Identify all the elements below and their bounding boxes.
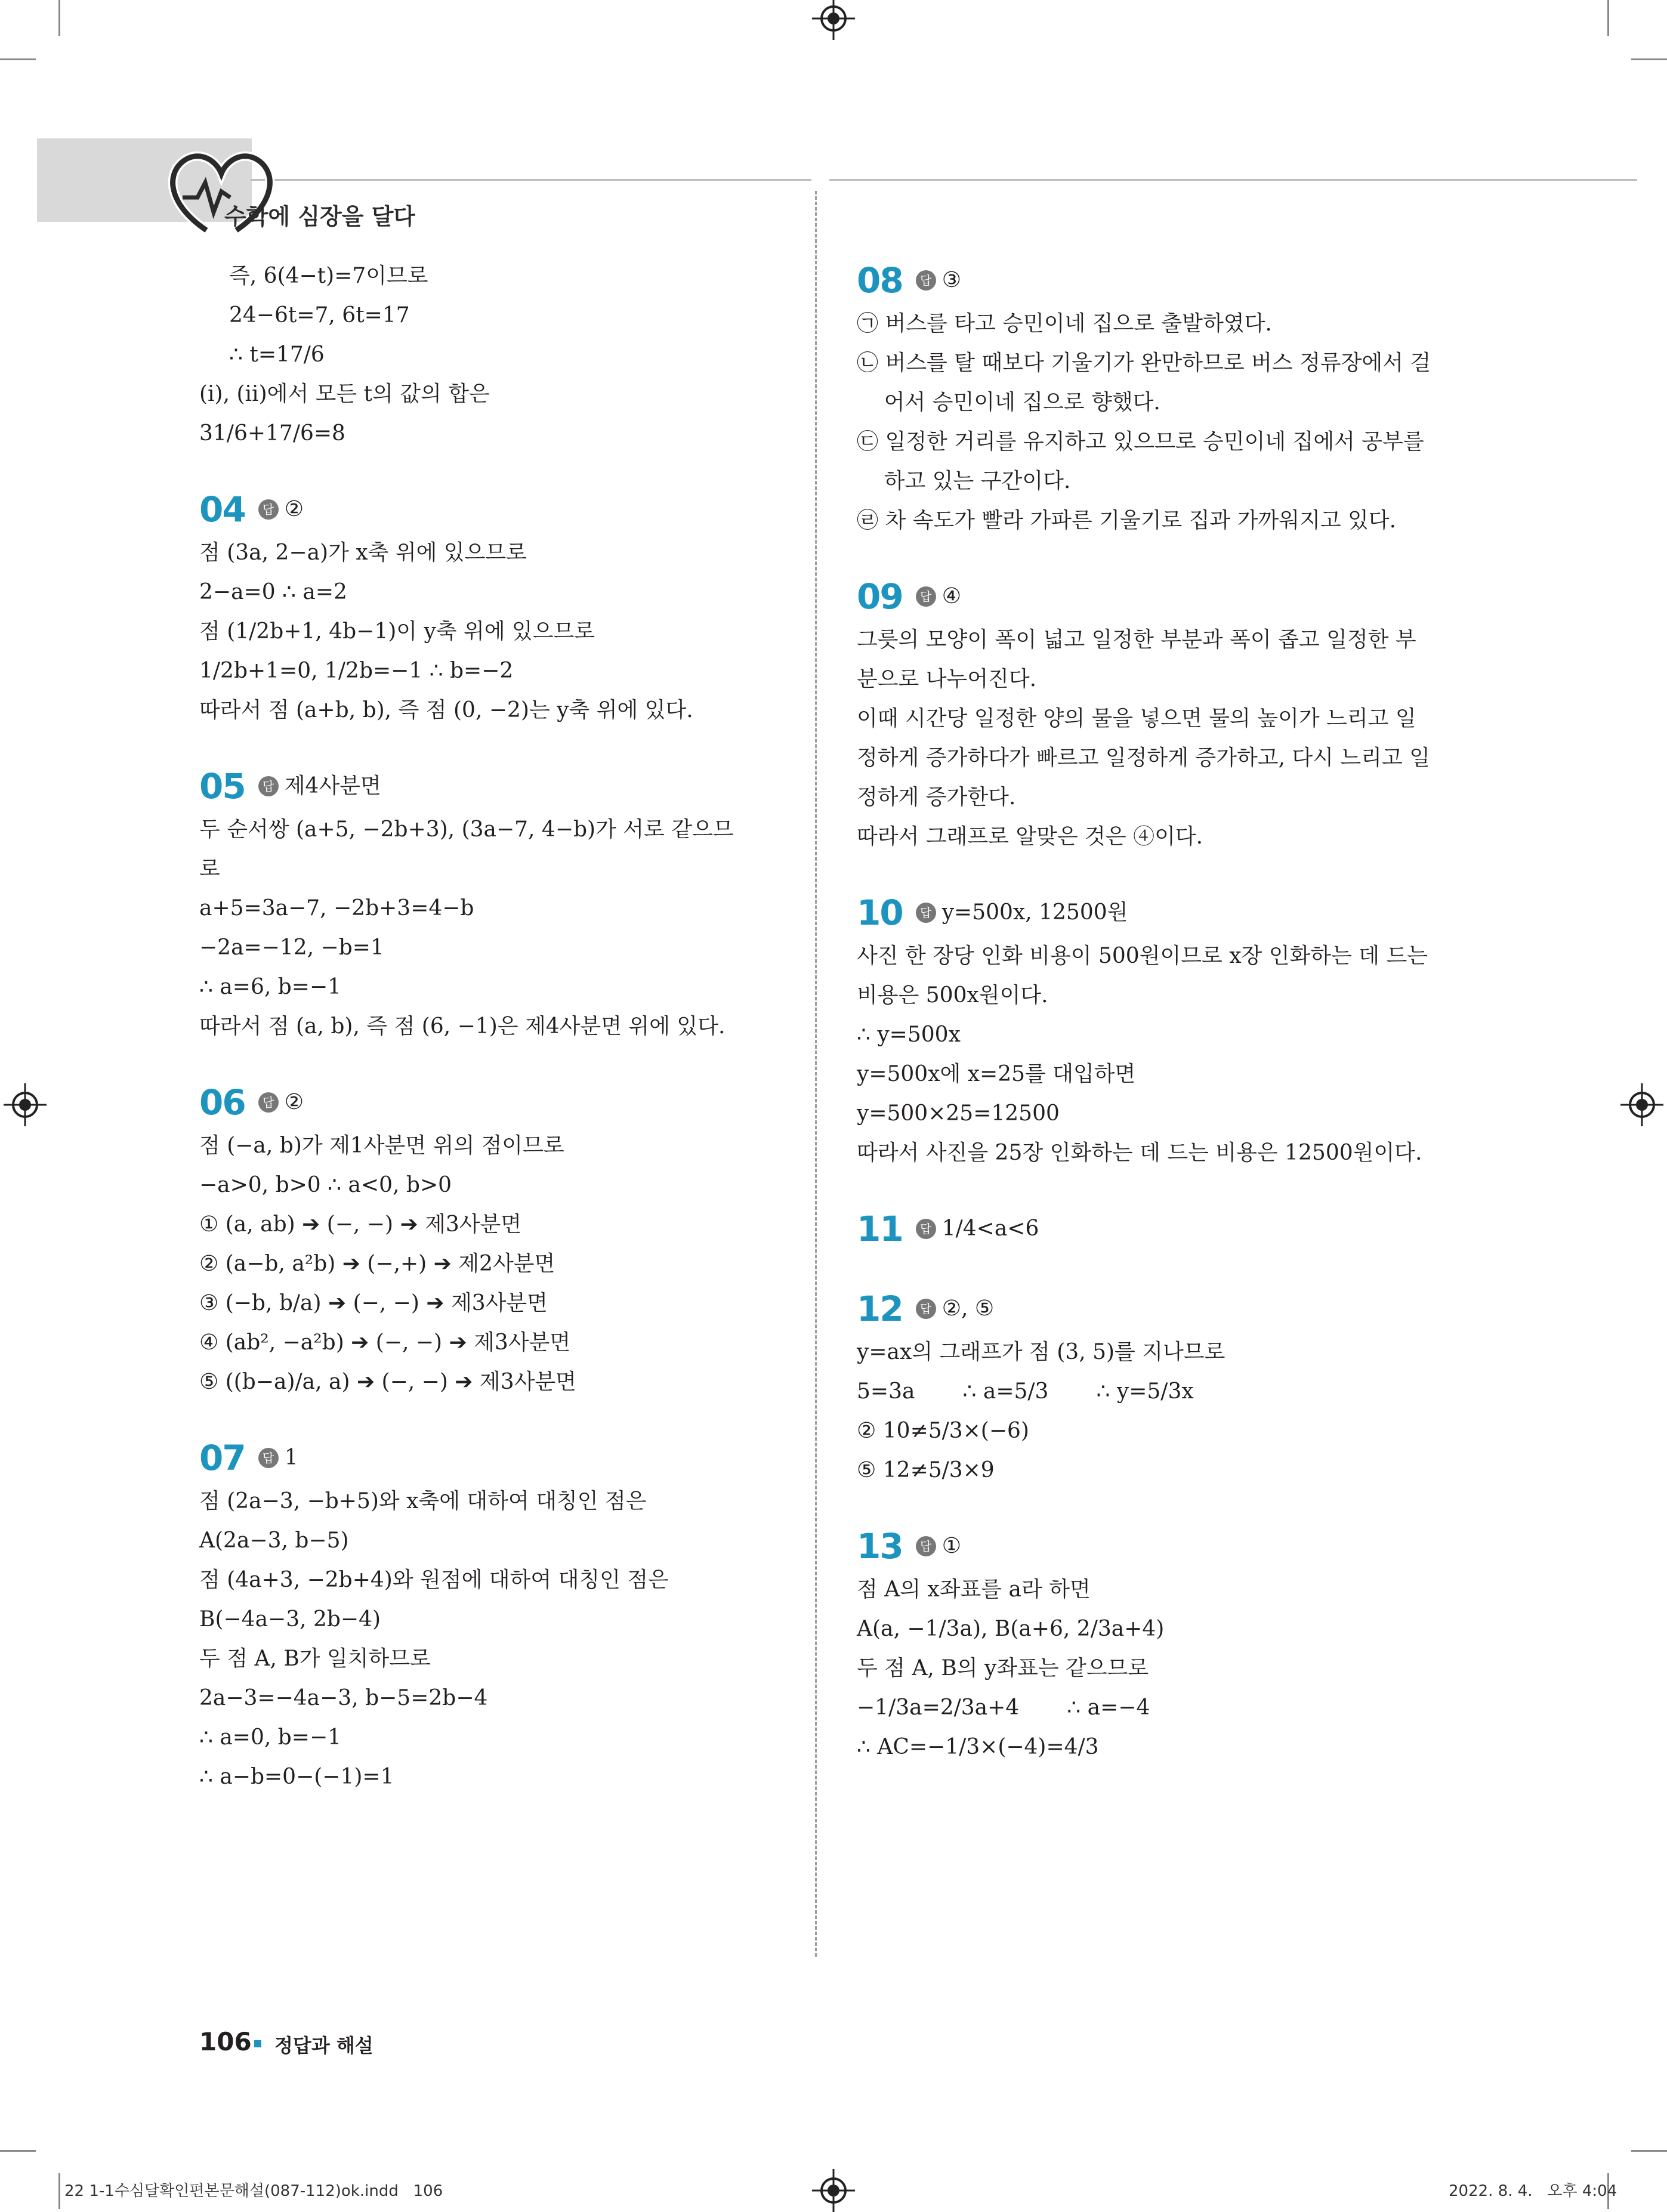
footer-title: 정답과 해설 [274,2034,373,2057]
problem-number: 05 [199,766,245,807]
text-line: −a>0, b>0 ∴ a<0, b>0 [199,1173,452,1197]
problem-number: 04 [199,489,245,530]
answer-text: 1 [284,1445,298,1470]
text-line: ② (a−b, a²b) ➔ (−,+) ➔ 제2사분면 [199,1252,555,1276]
text-line: ㉡ 버스를 탈 때보다 기울기가 완만하므로 버스 정류장에서 걸 [857,351,1431,375]
text-line: ⑤ ((b−a)/a, a) ➔ (−, −) ➔ 제3사분면 [199,1370,576,1394]
problem-header [199,1434,790,1482]
text-line: 5=3a ∴ a=5/3 ∴ y=5/3x [857,1379,1194,1404]
footer-bullet [254,2040,261,2047]
problem-number: 10 [857,892,903,933]
text-line: 점 (4a+3, −2b+4)와 원점에 대하여 대칭인 점은 [199,1568,669,1592]
text-line: 로 [199,857,220,881]
problem-number: 12 [857,1289,903,1329]
text-line: ㉣ 차 속도가 빨라 가파른 기울기로 집과 가까워지고 있다. [857,508,1397,533]
answer-badge: 답 [258,1448,279,1468]
svg-text:수학에 심장을 달다: 수학에 심장을 달다 [224,203,415,230]
text-line: ① (a, ab) ➔ (−, −) ➔ 제3사분면 [199,1212,522,1237]
registration-mark-icon [820,2177,847,2204]
right-column [857,257,1453,1767]
text-line: 정하게 증가하다가 빠르고 일정하게 증가하고, 다시 느리고 일 [857,746,1430,770]
text-line: ⑤ 12≠5/3×9 [857,1458,995,1482]
problem-header [857,889,1453,937]
problem-number: 08 [857,260,903,301]
answer-badge: 답 [916,1299,936,1319]
header-rule [829,179,1637,181]
text-line: 1/2b+1=0, 1/2b=−1 ∴ b=−2 [199,659,514,683]
problem-number: 09 [857,576,903,617]
text-line: 따라서 그래프로 알맞은 것은 ④이다. [857,824,1203,849]
text-line: 점 (−a, b)가 제1사분면 위의 점이므로 [199,1133,564,1158]
text-line: 따라서 점 (a+b, b), 즉 점 (0, −2)는 y축 위에 있다. [199,698,693,722]
text-line: −1/3a=2/3a+4 ∴ a=−4 [857,1695,1150,1720]
answer-badge: 답 [916,1536,936,1556]
brand-logo [165,141,415,242]
text-line: B(−4a−3, 2b−4) [199,1607,381,1632]
text-line: ㉢ 일정한 거리를 유지하고 있으므로 승민이네 집에서 공부를 [857,430,1424,454]
text-line: A(2a−3, b−5) [199,1528,349,1553]
problem-header [857,1522,1453,1570]
crop-mark [0,58,36,60]
problem-number: 11 [857,1209,903,1249]
problem-header [857,257,1453,304]
slug-date: 2022. 8. 4. 오후 4:04 [1449,2182,1617,2200]
crop-mark [58,0,60,36]
intro-block [199,257,790,375]
text-line: ㉠ 버스를 타고 승민이네 집으로 출발하였다. [857,311,1272,336]
answer-text: 제4사분면 [284,774,381,798]
text-line: 두 점 A, B가 일치하므로 [199,1646,431,1671]
text-line: 분으로 나누어진다. [857,667,1037,691]
answer-text: ②, ⑤ [941,1296,995,1321]
answer-text: ② [284,497,304,521]
crop-mark [1607,0,1609,36]
answer-badge: 답 [916,1219,936,1239]
left-column [199,257,790,1797]
text-line: ④ (ab², −a²b) ➔ (−, −) ➔ 제3사분면 [199,1330,571,1355]
answer-badge: 답 [916,270,936,291]
text-line: 따라서 점 (a, b), 즉 점 (6, −1)은 제4사분면 위에 있다. [199,1014,726,1039]
text-line: 2−a=0 ∴ a=2 [199,580,347,604]
problem-number: 13 [857,1526,903,1567]
text-line: a+5=3a−7, −2b+3=4−b [199,896,474,920]
text-line: ∴ a=0, b=−1 [199,1725,342,1750]
text-line: 24−6t=7, 6t=17 [229,303,410,328]
answer-badge: 답 [258,1092,279,1113]
text-line: y=ax의 그래프가 점 (3, 5)를 지나므로 [857,1340,1225,1364]
text-line: (ⅰ), (ⅱ)에서 모든 t의 값의 합은 [199,382,490,406]
text-line: 두 점 A, B의 y좌표는 같으므로 [857,1656,1149,1680]
column-divider [815,191,817,1957]
text-line: 31/6+17/6=8 [199,421,345,446]
text-line: ② 10≠5/3×(−6) [857,1419,1029,1443]
text-line: 비용은 500x원이다. [857,983,1048,1008]
text-line: 따라서 사진을 25장 인화하는 데 드는 비용은 12500원이다. [857,1141,1422,1165]
text-line: ∴ y=500x [857,1022,961,1047]
text-line: A(a, −1/3a), B(a+6, 2/3a+4) [857,1617,1165,1641]
answer-badge: 답 [258,776,279,796]
text-line: 점 (2a−3, −b+5)와 x축에 대하여 대칭인 점은 [199,1489,647,1513]
text-line: 정하게 증가한다. [857,785,1016,810]
text-line: 사진 한 장당 인화 비용이 500원이므로 x장 인화하는 데 드는 [857,944,1428,968]
text-line: −2a=−12, −b=1 [199,935,384,960]
answer-text: y=500x, 12500원 [941,900,1128,925]
text-line: ∴ t=17/6 [229,342,325,367]
answer-text: ④ [941,584,961,608]
answer-badge: 답 [258,499,279,520]
answer-text: ③ [941,268,961,292]
answer-text: 1/4<a<6 [941,1216,1039,1241]
crop-mark [58,2173,60,2209]
text-line: 점 A의 x좌표를 a라 하면 [857,1577,1091,1602]
problem-header [857,1205,1453,1253]
problem-header [857,1285,1453,1333]
problem-header [199,486,790,533]
slug-file: 22 1-1수심달확인편본문해설(087-112)ok.indd 106 [64,2182,443,2200]
crop-mark [1631,58,1667,60]
answer-text: ① [941,1534,961,1558]
answer-text: ② [284,1090,304,1114]
text-line: 점 (1/2b+1, 4b−1)이 y축 위에 있으므로 [199,619,595,644]
problem-header [199,762,790,810]
text-line: 즉, 6(4−t)=7이므로 [229,264,428,288]
crop-mark [1631,2150,1667,2152]
answer-badge: 답 [916,903,936,923]
problem-number: 06 [199,1082,245,1123]
text-line: 이때 시간당 일정한 양의 물을 넣으면 물의 높이가 느리고 일 [857,706,1416,731]
problem-header [199,1079,790,1126]
problem-number: 07 [199,1438,245,1478]
text-line: ∴ a=6, b=−1 [199,975,342,999]
crop-mark [0,2150,36,2152]
registration-mark-icon [1629,1092,1655,1118]
text-line: ∴ AC=−1/3×(−4)=4/3 [857,1735,1099,1759]
text-line: 두 순서쌍 (a+5, −2b+3), (3a−7, 4−b)가 서로 같으므 [199,817,734,842]
text-line: 점 (3a, 2−a)가 x축 위에 있으므로 [199,540,527,565]
text-line: y=500x에 x=25를 대입하면 [857,1062,1136,1086]
page-number: 106 [199,2027,252,2056]
text-line: 하고 있는 구간이다. [857,469,1071,493]
registration-mark-icon [12,1092,38,1118]
registration-mark-icon [820,5,847,32]
text-line: 그릇의 모양이 폭이 넓고 일정한 부분과 폭이 좁고 일정한 부 [857,628,1416,652]
text-line: y=500×25=12500 [857,1101,1060,1126]
text-line: ③ (−b, b/a) ➔ (−, −) ➔ 제3사분면 [199,1291,548,1315]
text-line: 어서 승민이네 집으로 향했다. [857,390,1160,415]
text-line: ∴ a−b=0−(−1)=1 [199,1765,394,1789]
answer-badge: 답 [916,586,936,607]
text-line: 2a−3=−4a−3, b−5=2b−4 [199,1686,488,1710]
problem-header [857,573,1453,620]
